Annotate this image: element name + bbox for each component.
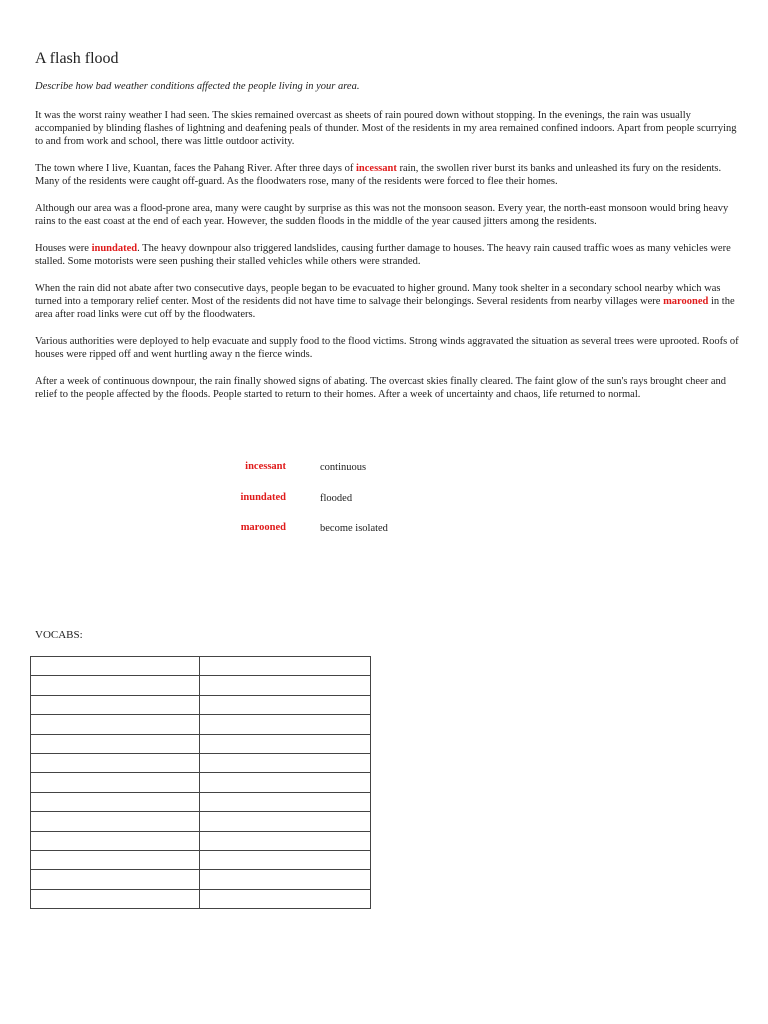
vocab-table-row (31, 812, 371, 831)
paragraph-4-text-b: . The heavy downpour also triggered landslides, causing further damage to houses. The heavy rain caused traffic woes as many vehicles were stalled. Some motorists were seen pushing their stalled vehicles while others were stranded. (35, 243, 731, 267)
vocab-word-cell (31, 715, 200, 734)
vocab-table-row (31, 792, 371, 811)
page-title: A flash flood (35, 50, 119, 67)
vocab-meaning-cell (200, 676, 371, 695)
glossary-term: inundated (240, 491, 286, 503)
vocab-meaning-cell (200, 831, 371, 850)
glossary-definition: become isolated (320, 523, 388, 534)
vocab-table-row (31, 715, 371, 734)
vocab-table-row (31, 695, 371, 714)
vocab-word-cell (31, 695, 200, 714)
highlight-incessant: incessant (356, 163, 397, 174)
glossary-term: incessant (245, 461, 286, 472)
paragraph-4 (35, 242, 740, 268)
vocab-table-row (31, 870, 371, 889)
paragraph-2 (35, 162, 740, 188)
vocab-word-cell (31, 870, 200, 889)
paragraph-2-text-b: rain, the swollen river burst its banks and unleashed its fury on the residents. Many of the residents were caught off-guard. As the floodwaters rose, many of the residents were forced to flee their homes. (35, 163, 722, 187)
vocab-meaning-cell (200, 753, 371, 772)
glossary-definition: continuous (320, 462, 367, 473)
vocab-meaning-cell (200, 870, 371, 889)
vocab-meaning-cell (200, 734, 371, 753)
paragraph-7: After a week of continuous downpour, the rain finally showed signs of abating. The overcast skies finally cleared. The faint glow of the sun's rays brought cheer and relief to the people affected by the floods. People started to return to their homes. After a week of uncertainty and chaos, life returned to normal. (35, 376, 726, 400)
vocab-word-cell (31, 831, 200, 850)
paragraph-3: Although our area was a flood-prone area, many were caught by surprise as this was not the monsoon season. Every year, the north-east monsoon would bring heavy rains to the east coast at the end of each year. However, the sudden floods in the middle of the year caused jitters among the residents. (35, 203, 729, 227)
vocab-word-cell (31, 753, 200, 772)
paragraph-5-text-a: When the rain did not abate after two consecutive days, people began to be evacuated to higher ground. Many took shelter in a secondary school nearby which was turned into a temporary relief center. Most of the residents did not have time to salvage their belongings. Several residents from nearby villages were (35, 283, 721, 307)
vocab-table-row (31, 889, 371, 908)
highlight-inundated: inundated (91, 243, 138, 254)
paragraph-5 (35, 282, 740, 321)
paragraph-5-text-b: in the area after road links were cut off by the floodwaters. (35, 296, 735, 320)
vocab-word-cell (31, 657, 200, 676)
vocab-word-cell (31, 812, 200, 831)
vocab-word-cell (31, 773, 200, 792)
highlight-marooned: marooned (663, 296, 709, 307)
vocab-table-row (31, 831, 371, 850)
glossary-term: marooned (240, 522, 286, 533)
vocab-meaning-cell (200, 715, 371, 734)
vocab-meaning-cell (200, 889, 371, 908)
paragraph-1: It was the worst rainy weather I had seen. The skies remained overcast as sheets of rain poured down without stopping. In the evenings, the rain was usually accompanied by blinding flashes of lightning and deafening peals of thunder. Most of the residents in my area remained confined indoors. Apart from people scurrying to and from work and school, there was little outdoor activity. (35, 110, 737, 147)
vocab-word-cell (31, 676, 200, 695)
vocab-meaning-cell (200, 773, 371, 792)
vocab-table-row (31, 657, 371, 676)
vocab-meaning-cell (200, 812, 371, 831)
vocab-meaning-cell (200, 792, 371, 811)
vocab-word-cell (31, 889, 200, 908)
vocab-meaning-cell (200, 657, 371, 676)
vocab-meaning-cell (200, 850, 371, 869)
vocab-table-row (31, 676, 371, 695)
vocab-word-cell (31, 734, 200, 753)
vocab-word-cell (31, 792, 200, 811)
paragraph-6: Various authorities were deployed to help evacuate and supply food to the flood victims. Strong winds aggravated the situation as several trees were uprooted. Roofs of houses were ripped off and went hurtling away n the fierce winds. (35, 336, 739, 360)
vocabs-label: VOCABS: (35, 629, 83, 641)
essay-prompt: Describe how bad weather conditions affected the people living in your area. (35, 81, 360, 92)
vocab-table-row (31, 850, 371, 869)
vocab-table (30, 656, 371, 909)
vocab-word-cell (31, 850, 200, 869)
paragraph-2-text-a: The town where I live, Kuantan, faces the Pahang River. After three days of (35, 163, 357, 174)
vocab-table-row (31, 753, 371, 772)
essay-body (35, 109, 740, 415)
glossary-definition: flooded (320, 492, 353, 504)
paragraph-4-text-a: Houses were (35, 243, 92, 254)
vocab-table-row (31, 734, 371, 753)
vocab-table-row (31, 773, 371, 792)
vocab-meaning-cell (200, 695, 371, 714)
